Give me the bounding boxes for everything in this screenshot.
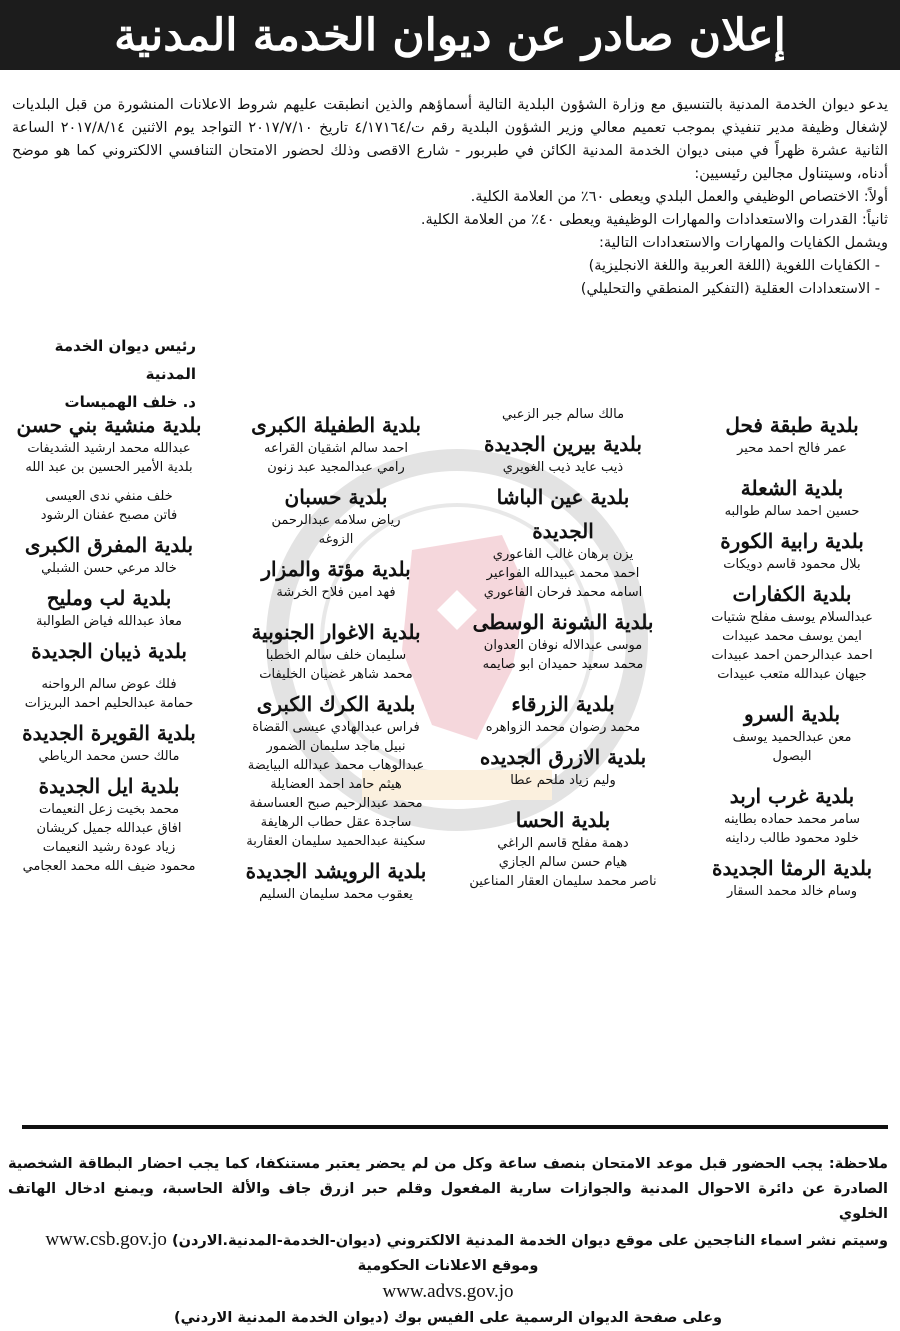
municipality-heading: بلدية لب ومليح xyxy=(46,586,172,610)
municipality-heading: بلدية رابية الكورة xyxy=(720,529,864,553)
candidate-name: دهمة مفلح قاسم الراغي xyxy=(497,836,629,851)
candidate-name: افاق عبدالله جميل كريشان xyxy=(36,821,182,836)
municipality-heading: بلدية طبقة فحل xyxy=(725,413,859,437)
municipality-heading: بلدية غرب اربد xyxy=(729,784,855,808)
municipality-heading: بلدية ذيبان الجديدة xyxy=(31,639,187,663)
candidates-column-3 xyxy=(228,405,444,904)
candidate-name: موسى عبدالاله نوفان العدوان xyxy=(483,638,643,653)
candidates-columns xyxy=(0,405,900,1105)
candidate-name: فراس عبدالهادي عيسى القضاة xyxy=(252,720,420,735)
signature-name: د. خلف الهميسات xyxy=(64,393,196,411)
intro-paragraph: يدعو ديوان الخدمة المدنية بالتنسيق مع وزارة الشؤون البلدية التالية أسماؤهم والذين انطبقت عليهم شروط الاعلانات المنشورة من قبل البلديات لإشغال وظيفة مدير تنفيذي بموجب تعميم معالي وزير الشؤون البلدية رقم ت/٤/١٧١٦٤ تاريخ ٢٠١٧/٧/١٠ التواجد يوم الاثنين ٢٠١٧/٨/١٤ الساعة الثانية عشرة ظهراً في مبنى ديوان الخدمة المدنية الكائن في طبربور - شارع الاقصى وذلك لحضور الامتحان التنافسي الالكتروني كما هو موضح أدناه، وسيتناول مجالين رئيسيين: xyxy=(12,97,888,182)
candidate-name: رياض سلامه عبدالرحمن xyxy=(271,513,401,528)
section-divider xyxy=(22,1125,888,1129)
note-section xyxy=(8,1152,888,1331)
candidate-name: اسامه محمد فرحان الفاعوري xyxy=(483,585,643,600)
candidate-name: احمد محمد عبيدالله الفواعير xyxy=(486,566,640,581)
candidate-name: سليمان خلف سالم الخطبا xyxy=(265,648,407,663)
spacer xyxy=(692,684,892,694)
municipality-heading: بلدية الرمثا الجديدة xyxy=(711,856,873,880)
candidate-name: زياد عودة رشيد النعيمات xyxy=(42,840,176,855)
candidate-name: عمر فالح احمد محير xyxy=(737,441,847,456)
spacer xyxy=(458,790,668,800)
candidate-name: حمامة عبدالحليم احمد البريزات xyxy=(24,696,194,711)
intro-includes: ويشمل الكفايات والمهارات والاستعدادات التالية: xyxy=(599,235,888,251)
municipality-heading: بلدية عين الباشا xyxy=(496,485,630,509)
spacer xyxy=(458,674,668,684)
candidate-name: وليم زياد ملحم عطا xyxy=(510,773,616,788)
municipality-heading: بلدية حسبان xyxy=(284,485,388,509)
candidate-name: الزوغه xyxy=(318,532,354,547)
candidate-name: سامر محمد حماده بطاينه xyxy=(724,812,860,827)
municipality-heading: بلدية الكرك الكبرى xyxy=(256,692,416,716)
municipality-heading: بلدية الشعلة xyxy=(740,476,844,500)
municipality-heading: الجديدة xyxy=(532,519,594,543)
municipality-heading: بلدية القويرة الجديدة xyxy=(22,721,196,745)
intro-bullet-mental: - الاستعدادات العقلية (التفكير المنطقي والتحليلي) xyxy=(580,281,880,297)
candidate-name: البصول xyxy=(772,749,812,764)
note-publish-text: وسيتم نشر اسماء الناجحين على موقع ديوان الخدمة المدنية الالكتروني (ديوان-الخدمة-المدنية.الاردن) xyxy=(171,1233,888,1249)
csb-website-link[interactable]: www.csb.gov.jo xyxy=(45,1229,167,1250)
intro-bullet-language: - الكفايات اللغوية (اللغة العربية واللغة الانجليزية) xyxy=(588,258,880,274)
candidates-column-2 xyxy=(458,405,668,891)
candidate-name: ساجدة عقل حطاب الرهايفة xyxy=(260,815,412,830)
municipality-heading: بلدية منشية بني حسن xyxy=(16,413,202,437)
spacer xyxy=(4,665,214,675)
note-gov-ads-text: وموقع الاعلانات الحكومية xyxy=(357,1258,539,1274)
municipality-heading: بلدية الازرق الجديده xyxy=(479,745,647,769)
candidate-name: فاتن مصبح عفنان الرشود xyxy=(40,508,178,523)
candidate-name: معن عبدالحميد يوسف xyxy=(732,730,852,745)
municipality-heading: بلدية الكفارات xyxy=(732,582,852,606)
candidate-name: حسين احمد سالم طوالبه xyxy=(724,504,860,519)
advs-website-link[interactable]: www.advs.gov.jo xyxy=(382,1281,514,1302)
candidate-name: هيثم حامد احمد العضايلة xyxy=(270,777,402,792)
candidate-name: عبدالوهاب محمد عبدالله البيايضة xyxy=(247,758,425,773)
candidate-name: محمد عبدالرحيم صبح العساسفة xyxy=(249,796,423,811)
candidate-name: فهد امين فلاح الخرشة xyxy=(276,585,396,600)
note-line-2 xyxy=(8,1227,888,1254)
candidate-name: خلود محمود طالب رداينه xyxy=(725,831,859,846)
municipality-heading: بلدية الرويشد الجديدة xyxy=(245,859,427,883)
municipality-heading: بلدية الحسا xyxy=(515,808,611,832)
municipality-heading: بلدية ايل الجديدة xyxy=(38,774,180,798)
candidate-name: يزن برهان غالب الفاعوري xyxy=(492,547,634,562)
note-line-3 xyxy=(8,1254,888,1306)
candidate-name: وسام خالد محمد السقار xyxy=(726,884,858,899)
candidate-name: خلف منفي ندى العيسى xyxy=(45,489,173,504)
municipality-heading: بلدية الطفيلة الكبرى xyxy=(251,413,421,437)
candidate-name: محمد سعيد حميدان ابو صايمه xyxy=(482,657,644,672)
candidate-name: بلال محمود قاسم دويكات xyxy=(723,557,861,572)
municipality-heading: بلدية الاغوار الجنوبية xyxy=(251,620,421,644)
candidate-name: ايمن يوسف محمد عبيدات xyxy=(722,629,862,644)
spacer xyxy=(692,766,892,776)
municipality-heading: بلدية الزرقاء xyxy=(511,692,615,716)
candidate-name: يعقوب محمد سليمان السليم xyxy=(259,887,413,902)
candidate-name: ذيب عايد ذيب الغويري xyxy=(502,460,624,475)
announcement-title xyxy=(0,0,900,70)
candidate-name: رامي عبدالمجيد عبد زنون xyxy=(267,460,405,475)
municipality-heading: بلدية مؤتة والمزار xyxy=(261,557,411,581)
signature-title: رئيس ديوان الخدمة المدنية xyxy=(54,337,196,383)
note-line-1: ملاحظة: يجب الحضور قبل موعد الامتحان بنصف ساعة وكل من لم يحضر يعتبر مستنكفا، كما يجب احضار البطاقة الشخصية الصادرة عن دائرة الاحوال المدنية والجوازات سارية المفعول وقلم حبر ازرق جاف والألة الحاسبة، ويمنع ادخال الهاتف الخلوي xyxy=(8,1156,888,1222)
candidate-name: محمد رضوان محمد الزواهره xyxy=(485,720,641,735)
signature-block xyxy=(6,332,196,416)
candidate-name: محمد بخيت زعل النعيمات xyxy=(38,802,180,817)
candidate-name: خالد مرعي حسن الشبلي xyxy=(41,561,177,576)
candidate-name: هيام حسن سالم الجازي xyxy=(498,855,628,870)
candidates-column-4 xyxy=(4,405,214,876)
candidate-name: ناصر محمد سليمان العقار المناعين xyxy=(469,874,657,889)
candidate-name: معاذ عبدالله فياض الطوالبة xyxy=(36,614,182,629)
candidate-name: احمد عبدالرحمن احمد عبيدات xyxy=(711,648,873,663)
municipality-heading: بلدية بيرين الجديدة xyxy=(484,432,642,456)
intro-first-domain: أولاً: الاختصاص الوظيفي والعمل البلدي ويعطى ٦٠٪ من العلامة الكلية. xyxy=(470,189,888,205)
candidate-name: بلدية الأمير الحسين بن عبد الله xyxy=(25,460,193,475)
candidate-name: محمود ضيف الله محمد العجامي xyxy=(22,859,196,874)
title-text: إعلان صادر عن ديوان الخدمة المدنية xyxy=(114,9,786,61)
candidate-name: نبيل ماجد سليمان الضمور xyxy=(266,739,406,754)
candidate-name: فلك عوض سالم الرواحنه xyxy=(41,677,177,692)
candidate-name: جيهان عبدالله متعب عبيدات xyxy=(717,667,867,682)
municipality-heading: بلدية الشونة الوسطى xyxy=(472,610,654,634)
note-line-4: وعلى صفحة الديوان الرسمية على الفيس بوك (ديوان الخدمة المدنية الاردني) xyxy=(174,1310,722,1326)
municipality-heading: بلدية المفرق الكبرى xyxy=(24,533,194,557)
candidates-column-1 xyxy=(692,405,892,901)
candidate-name: مالك حسن محمد الرياطي xyxy=(38,749,180,764)
candidate-name: محمد شاهر غضيان الخليفات xyxy=(259,667,413,682)
candidate-name: مالك سالم جبر الزعبي xyxy=(501,407,625,422)
candidate-name: عبدالسلام يوسف مفلح شتيات xyxy=(711,610,873,625)
spacer xyxy=(692,458,892,468)
intro-section xyxy=(12,94,888,301)
intro-second-domain: ثانياً: القدرات والاستعدادات والمهارات الوظيفية ويعطى ٤٠٪ من العلامة الكلية. xyxy=(420,212,888,228)
spacer xyxy=(4,477,214,487)
spacer xyxy=(228,602,444,612)
candidate-name: سكينة عبدالحميد سليمان العقاربة xyxy=(246,834,426,849)
candidate-name: احمد سالم اشقيان القراعه xyxy=(263,441,409,456)
municipality-heading: بلدية السرو xyxy=(743,702,841,726)
candidate-name: عبدالله محمد ارشيد الشديفات xyxy=(27,441,191,456)
